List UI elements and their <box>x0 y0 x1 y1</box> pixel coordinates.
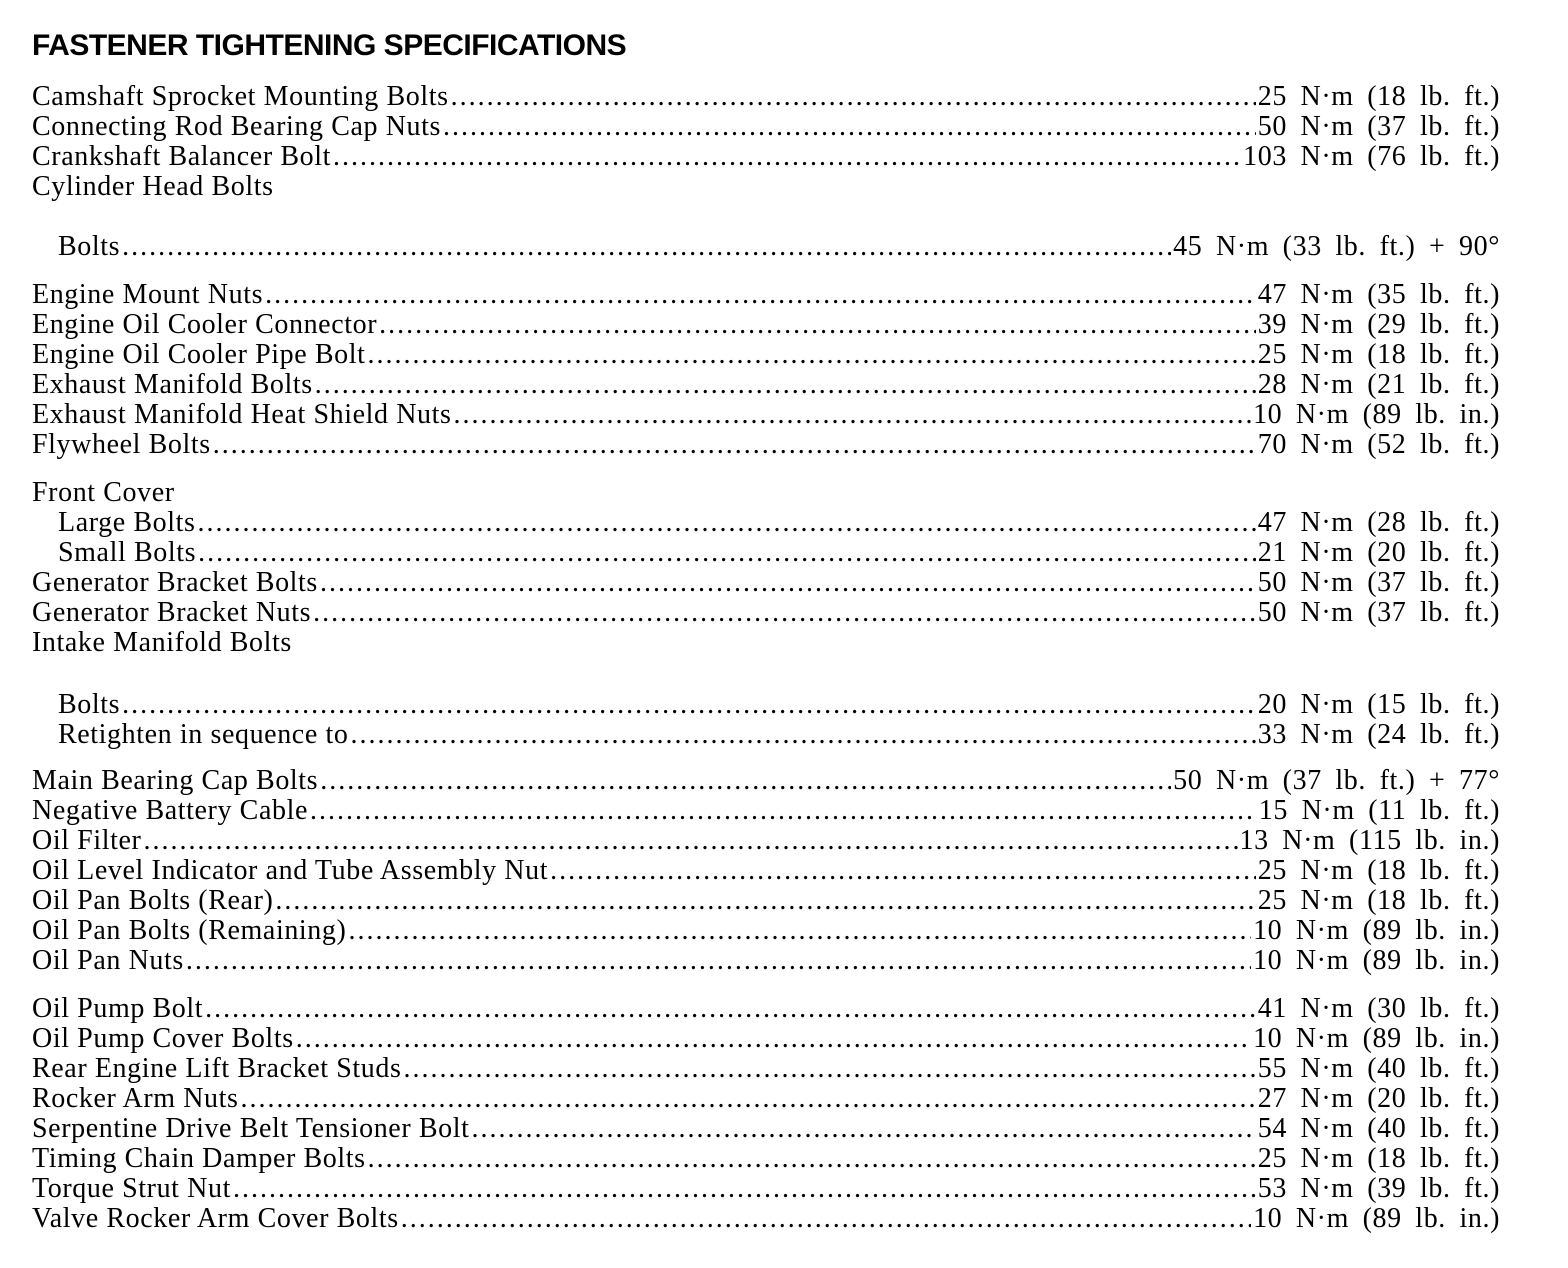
spec-row <box>32 1054 1500 1084</box>
spec-value: 55 N·m (40 lb. ft.) <box>1257 1053 1500 1084</box>
spec-label: Oil Filter <box>32 825 142 856</box>
spec-row <box>32 946 1500 976</box>
spec-value: 10 N·m (89 lb. in.) <box>1253 945 1500 976</box>
dot-leader <box>320 568 1256 598</box>
spec-row <box>32 1084 1500 1114</box>
spec-label: Engine Oil Cooler Connector <box>32 309 378 340</box>
spec-row <box>32 1174 1500 1204</box>
spec-value: 25 N·m (18 lb. ft.) <box>1257 81 1500 112</box>
spec-value: 10 N·m (89 lb. in.) <box>1253 1203 1500 1234</box>
spec-row <box>32 1114 1500 1144</box>
dot-leader <box>401 1204 1251 1234</box>
spec-row <box>32 994 1500 1024</box>
spec-row <box>32 400 1500 430</box>
spec-label: Exhaust Manifold Heat Shield Nuts <box>32 399 452 430</box>
dot-leader <box>379 310 1256 340</box>
dot-leader <box>213 430 1256 460</box>
dot-leader <box>403 1054 1255 1084</box>
spec-value: 15 N·m (11 lb. ft.) <box>1258 795 1500 826</box>
spec-row <box>32 598 1500 628</box>
dot-leader <box>310 796 1257 826</box>
dot-leader <box>143 826 1237 856</box>
dot-leader <box>186 946 1251 976</box>
dot-leader <box>333 142 1241 172</box>
spec-value: 21 N·m (20 lb. ft.) <box>1257 537 1500 568</box>
spec-row <box>32 1144 1500 1174</box>
spec-group-heading: Intake Manifold Bolts <box>32 627 292 658</box>
spec-value: 25 N·m (18 lb. ft.) <box>1257 1143 1500 1174</box>
dot-leader <box>198 508 1256 538</box>
spec-value: 50 N·m (37 lb. ft.) <box>1257 567 1500 598</box>
dot-leader <box>122 232 1171 262</box>
spec-row <box>32 856 1500 886</box>
dot-leader <box>550 856 1256 886</box>
spec-value: 25 N·m (18 lb. ft.) <box>1257 885 1500 916</box>
spec-row <box>32 1204 1500 1234</box>
spec-value: 28 N·m (21 lb. ft.) <box>1257 369 1500 400</box>
spec-value: 47 N·m (28 lb. ft.) <box>1257 507 1500 538</box>
spec-row <box>58 232 1500 262</box>
spec-value: 50 N·m (37 lb. ft.) <box>1257 597 1500 628</box>
dot-leader <box>275 886 1255 916</box>
spec-label: Oil Pan Bolts (Rear) <box>32 885 274 916</box>
spec-row <box>32 340 1500 370</box>
spec-row <box>32 430 1500 460</box>
page-title: FASTENER TIGHTENING SPECIFICATIONS <box>32 29 627 62</box>
spec-value: 27 N·m (20 lb. ft.) <box>1257 1083 1500 1114</box>
spec-row <box>32 796 1500 826</box>
dot-leader <box>205 994 1256 1024</box>
spec-label: Bolts <box>58 231 121 262</box>
dot-leader <box>296 1024 1251 1054</box>
dot-leader <box>241 1084 1256 1114</box>
spec-value: 103 N·m (76 lb. ft.) <box>1243 141 1500 172</box>
dot-leader <box>443 112 1256 142</box>
spec-row <box>32 916 1500 946</box>
spec-label: Engine Oil Cooler Pipe Bolt <box>32 339 366 370</box>
spec-value: 70 N·m (52 lb. ft.) <box>1257 429 1500 460</box>
dot-leader <box>320 766 1171 796</box>
dot-leader <box>265 280 1256 310</box>
spec-row <box>32 1024 1500 1054</box>
spec-value: 50 N·m (37 lb. ft.) <box>1257 111 1500 142</box>
spec-row <box>32 142 1500 172</box>
dot-leader <box>350 720 1255 750</box>
dot-leader <box>122 690 1256 720</box>
spec-label: Small Bolts <box>58 537 197 568</box>
spec-label: Camshaft Sprocket Mounting Bolts <box>32 81 449 112</box>
spec-row <box>32 112 1500 142</box>
spec-group-heading: Front Cover <box>32 477 175 508</box>
spec-label: Oil Pump Cover Bolts <box>32 1023 294 1054</box>
spec-row <box>32 280 1500 310</box>
spec-label: Oil Pump Bolt <box>32 993 204 1024</box>
spec-row <box>58 508 1500 538</box>
dot-leader <box>315 370 1256 400</box>
spec-value: 50 N·m (37 lb. ft.) + 77° <box>1173 765 1500 796</box>
spec-label: Negative Battery Cable <box>32 795 308 826</box>
spec-label: Retighten in sequence to <box>58 719 349 750</box>
spec-label: Valve Rocker Arm Cover Bolts <box>32 1203 399 1234</box>
spec-label: Oil Level Indicator and Tube Assembly Nut <box>32 855 549 886</box>
spec-label: Rear Engine Lift Bracket Studs <box>32 1053 402 1084</box>
spec-label: Large Bolts <box>58 507 196 538</box>
dot-leader <box>472 1114 1256 1144</box>
spec-label: Flywheel Bolts <box>32 429 211 460</box>
spec-value: 41 N·m (30 lb. ft.) <box>1257 993 1500 1024</box>
spec-label: Generator Bracket Bolts <box>32 567 318 598</box>
spec-group-heading: Cylinder Head Bolts <box>32 171 274 202</box>
spec-value: 10 N·m (89 lb. in.) <box>1253 399 1500 430</box>
spec-value: 54 N·m (40 lb. ft.) <box>1257 1113 1500 1144</box>
spec-value: 39 N·m (29 lb. ft.) <box>1257 309 1500 340</box>
spec-value: 25 N·m (18 lb. ft.) <box>1257 855 1500 886</box>
spec-label: Generator Bracket Nuts <box>32 597 312 628</box>
spec-row <box>32 826 1500 856</box>
spec-row <box>58 690 1500 720</box>
spec-label: Connecting Rod Bearing Cap Nuts <box>32 111 442 142</box>
spec-label: Timing Chain Damper Bolts <box>32 1143 366 1174</box>
spec-label: Engine Mount Nuts <box>32 279 264 310</box>
spec-value: 13 N·m (115 lb. in.) <box>1239 825 1500 856</box>
spec-label: Serpentine Drive Belt Tensioner Bolt <box>32 1113 470 1144</box>
spec-label: Torque Strut Nut <box>32 1173 231 1204</box>
dot-leader <box>348 916 1251 946</box>
dot-leader <box>368 340 1256 370</box>
spec-label: Crankshaft Balancer Bolt <box>32 141 331 172</box>
spec-row <box>32 766 1500 796</box>
spec-value: 45 N·m (33 lb. ft.) + 90° <box>1173 231 1500 262</box>
spec-row <box>32 82 1500 112</box>
spec-row <box>32 886 1500 916</box>
spec-label: Exhaust Manifold Bolts <box>32 369 313 400</box>
spec-label: Oil Pan Bolts (Remaining) <box>32 915 347 946</box>
dot-leader <box>368 1144 1256 1174</box>
spec-row <box>58 538 1500 568</box>
dot-leader <box>313 598 1256 628</box>
spec-row <box>58 720 1500 750</box>
spec-label: Rocker Arm Nuts <box>32 1083 239 1114</box>
spec-value: 20 N·m (15 lb. ft.) <box>1257 689 1500 720</box>
spec-value: 10 N·m (89 lb. in.) <box>1253 915 1500 946</box>
spec-row <box>32 370 1500 400</box>
dot-leader <box>454 400 1252 430</box>
spec-value: 53 N·m (39 lb. ft.) <box>1257 1173 1500 1204</box>
spec-label: Main Bearing Cap Bolts <box>32 765 319 796</box>
spec-value: 10 N·m (89 lb. in.) <box>1253 1023 1500 1054</box>
spec-label: Oil Pan Nuts <box>32 945 184 976</box>
spec-value: 47 N·m (35 lb. ft.) <box>1257 279 1500 310</box>
dot-leader <box>451 82 1256 112</box>
spec-value: 33 N·m (24 lb. ft.) <box>1257 719 1500 750</box>
spec-row <box>32 310 1500 340</box>
dot-leader <box>233 1174 1256 1204</box>
dot-leader <box>198 538 1256 568</box>
spec-row <box>32 568 1500 598</box>
spec-label: Bolts <box>58 689 121 720</box>
spec-value: 25 N·m (18 lb. ft.) <box>1257 339 1500 370</box>
